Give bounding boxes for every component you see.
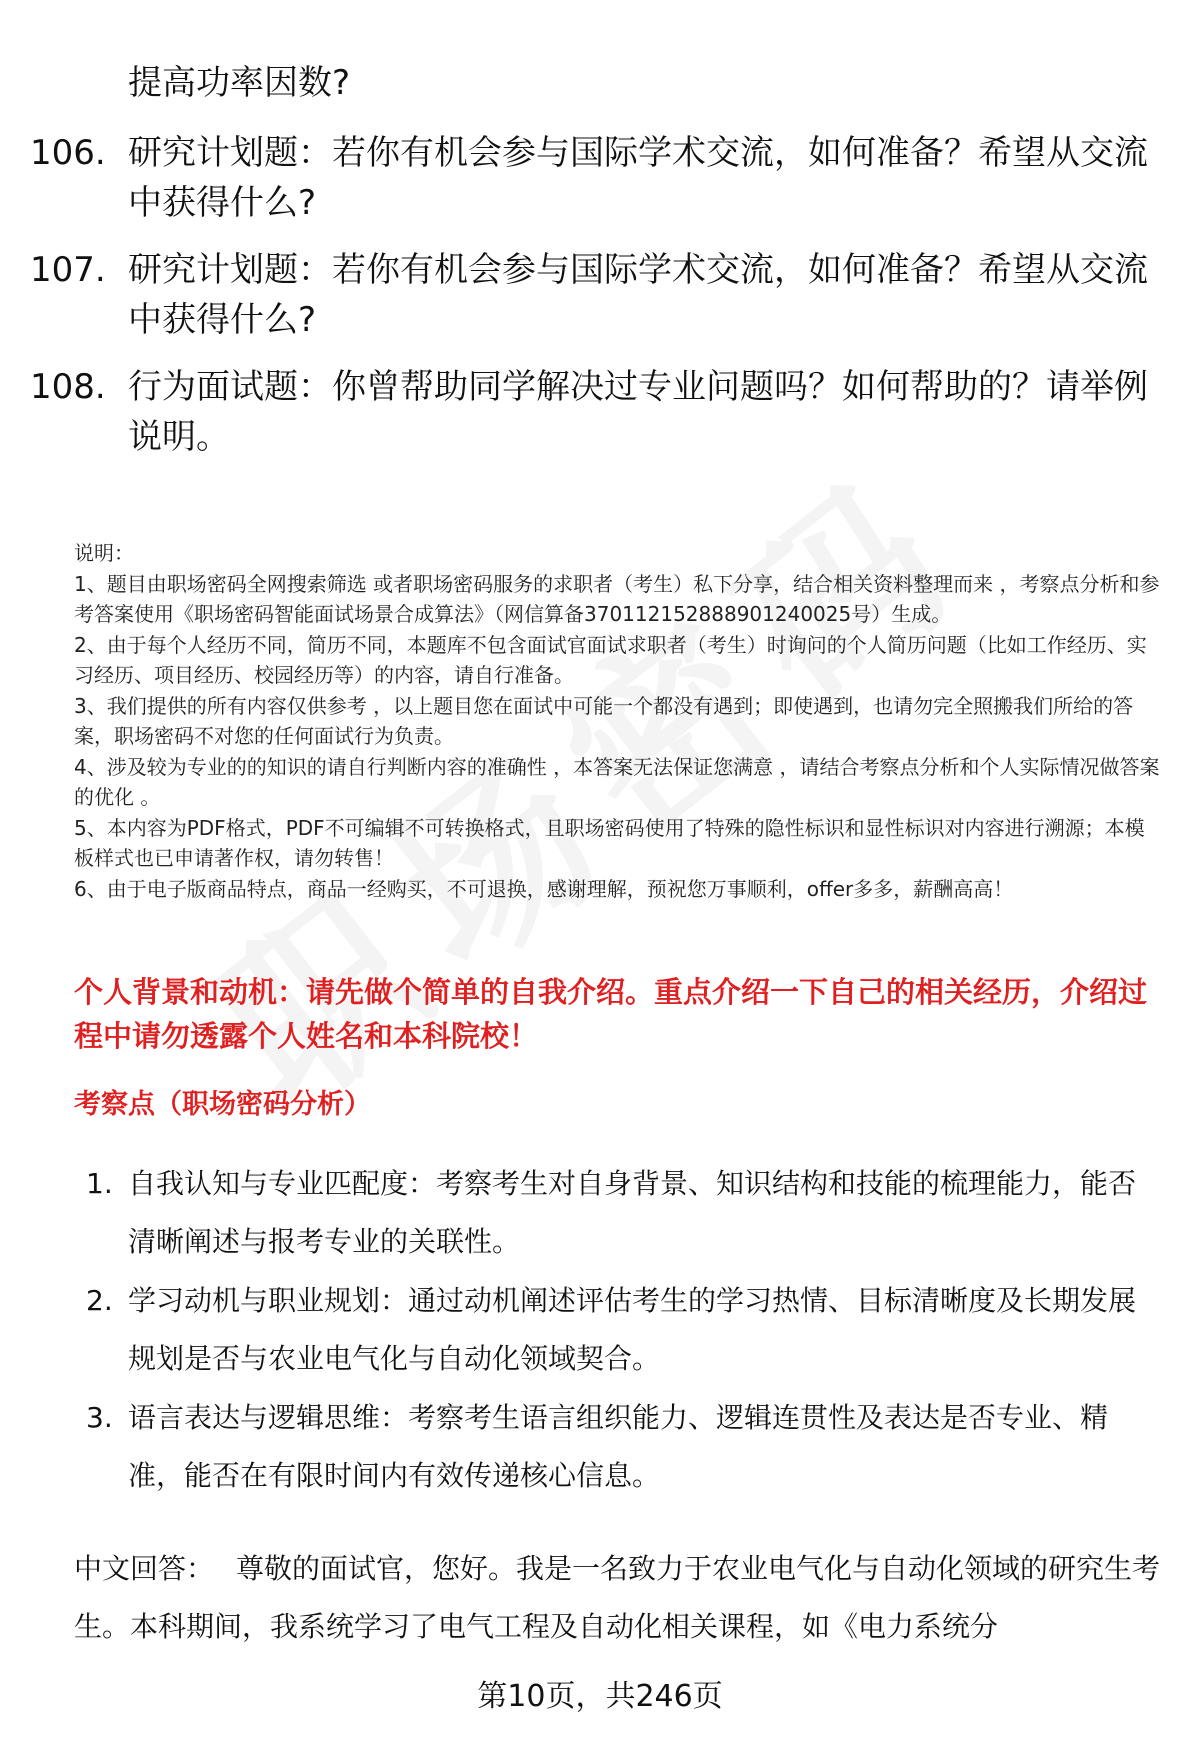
- answer-text: 尊敬的面试官，您好。我是一名致力于农业电气化与自动化领域的研究生考生。本科期间，我系统学习了电气工程及自动化相关课程，如《电力系统分: [74, 1552, 1161, 1643]
- answer-section: [74, 1540, 1164, 1656]
- analysis-text: 学习动机与职业规划：通过动机阐述评估考生的学习热情、目标清晰度及长期发展规划是否与农业电气化与自动化领域契合。: [128, 1284, 1137, 1375]
- note-item: 2、由于每个人经历不同，简历不同，本题库不包含面试官面试求职者（考生）时询问的个人简历问题（比如工作经历、实习经历、项目经历、校园经历等）的内容，请自行准备。: [74, 632, 1147, 687]
- main-question-heading: 个人背景和动机：请先做个简单的自我介绍。重点介绍一下自己的相关经历，介绍过程中请勿透露个人姓名和本科院校！: [74, 975, 1148, 1053]
- note-item: 1、题目由职场密码全网搜索筛选 或者职场密码服务的求职者（考生）私下分享，结合相关资料整理而来 ，考察点分析和参考答案使用《职场密码智能面试场景合成算法》（网信算备370112152888901240025号）生成。: [74, 571, 1160, 626]
- analysis-heading: 考察点（职场密码分析）: [74, 1089, 371, 1120]
- analysis-number: 1.: [86, 1167, 113, 1200]
- note-item: 5、本内容为PDF格式，PDF不可编辑不可转换格式，且职场密码使用了特殊的隐性标识和显性标识对内容进行溯源；本模板样式也已申请著作权，请勿转售！: [74, 815, 1145, 870]
- question-text: 研究计划题：若你有机会参与国际学术交流，如何准备？希望从交流中获得什么?: [128, 133, 1148, 223]
- analysis-text: 语言表达与逻辑思维：考察考生语言组织能力、逻辑连贯性及表达是否专业、精准，能否在有限时间内有效传递核心信息。: [128, 1401, 1109, 1492]
- analysis-text: 自我认知与专业匹配度：考察考生对自身背景、知识结构和技能的梳理能力，能否清晰阐述与报考专业的关联性。: [128, 1167, 1137, 1258]
- question-text: 行为面试题：你曾帮助同学解决过专业问题吗？如何帮助的？请举例说明。: [128, 367, 1148, 457]
- question-number: 107.: [30, 250, 106, 290]
- page-footer: 第10页，共246页: [477, 1679, 723, 1714]
- notes-title: 说明：: [74, 541, 134, 565]
- note-item: 6、由于电子版商品特点，商品一经购买，不可退换，感谢理解，预祝您万事顺利，offer多多，薪酬高高！: [74, 876, 1014, 901]
- question-continuation: 提高功率因数?: [128, 63, 351, 103]
- analysis-number: 3.: [86, 1401, 113, 1434]
- answer-label: 中文回答：: [74, 1552, 215, 1585]
- note-item: 3、我们提供的所有内容仅供参考 ，以上题目您在面试中可能一个都没有遇到；即使遇到，也请勿完全照搬我们所给的答案，职场密码不对您的任何面试行为负责。: [74, 693, 1134, 748]
- notes-section: [74, 538, 1164, 904]
- note-item: 4、涉及较为专业的的知识的请自行判断内容的准确性 ，本答案无法保证您满意 ，请结合考察点分析和个人实际情况做答案的优化 。: [74, 754, 1160, 809]
- question-text: 研究计划题：若你有机会参与国际学术交流，如何准备？希望从交流中获得什么?: [128, 250, 1148, 340]
- question-number: 106.: [30, 133, 106, 173]
- analysis-number: 2.: [86, 1284, 113, 1317]
- question-number: 108.: [30, 367, 106, 407]
